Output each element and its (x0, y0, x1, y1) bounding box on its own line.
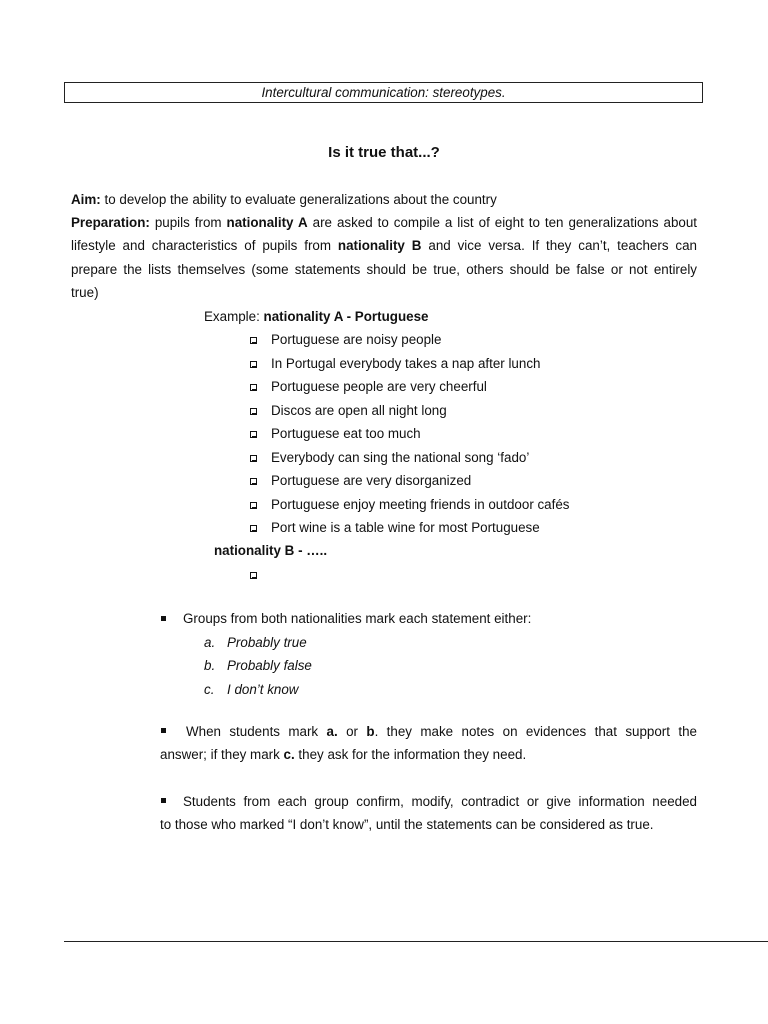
preparation-label: Preparation: (71, 215, 150, 230)
nationality-b-heading: nationality B - ….. (214, 543, 328, 558)
list-item: Portuguese people are very cheerful (271, 379, 487, 394)
option-b-letter: b. (204, 658, 216, 673)
header-title: Intercultural communication: stereotypes. (261, 85, 506, 100)
step-1-text: Groups from both nationalities mark each statement either: (183, 611, 532, 626)
list-item: Portuguese enjoy meeting friends in outdoor cafés (271, 497, 570, 512)
aim-line (71, 191, 497, 209)
list-item: Port wine is a table wine for most Portuguese (271, 520, 540, 535)
list-item: In Portugal everybody takes a nap after lunch (271, 356, 541, 371)
square-bullet-icon (161, 728, 166, 733)
option-c-letter: c. (204, 682, 215, 697)
checkbox-bullet-icon (250, 384, 257, 391)
nationality-a-term: nationality A (226, 215, 308, 230)
square-bullet-icon (161, 616, 166, 621)
aim-label: Aim: (71, 192, 101, 207)
step-2-text: or (337, 724, 367, 739)
option-a-text: Probably true (227, 635, 307, 650)
preparation-text: lifestyle and characteristics of pupils from (71, 238, 338, 253)
list-item: Discos are open all night long (271, 403, 447, 418)
option-b-ref: b (366, 724, 375, 739)
preparation-text: are asked to compile a list of eight to ten generalizations about (307, 215, 698, 230)
checkbox-bullet-icon (250, 337, 257, 344)
example-nationality-a: nationality A - Portuguese (263, 309, 429, 324)
step-2-text: . they make notes on evidences that support the (374, 724, 697, 739)
preparation-line-1 (71, 214, 697, 232)
checkbox-bullet-icon (250, 525, 257, 532)
option-c-text: I don’t know (227, 682, 299, 697)
checkbox-bullet-icon (250, 478, 257, 485)
checkbox-bullet-icon (250, 408, 257, 415)
aim-text: to develop the ability to evaluate generalizations about the country (100, 192, 497, 207)
list-item: Portuguese are noisy people (271, 332, 442, 347)
page-title: Is it true that...? (328, 144, 440, 161)
preparation-line-3: prepare the lists themselves (some statements should be true, others should be false or not entirely (71, 262, 697, 277)
list-item: Portuguese are very disorganized (271, 473, 472, 488)
step-2-text: When students mark (186, 724, 327, 739)
step-2-text: they ask for the information they need. (294, 747, 527, 762)
step-2-line-2 (160, 746, 697, 764)
step-3-line-1: Students from each group confirm, modify, contradict or give information needed (183, 794, 697, 809)
square-bullet-icon (161, 798, 166, 803)
option-c-ref: c. (283, 747, 295, 762)
step-2-text: answer; if they mark (160, 747, 284, 762)
example-heading (204, 308, 428, 326)
preparation-text: and vice versa. If they can’t, teachers can (421, 238, 698, 253)
checkbox-bullet-icon (250, 431, 257, 438)
preparation-text: pupils from (149, 215, 227, 230)
option-a-letter: a. (204, 635, 216, 650)
header-title-box (64, 82, 703, 103)
step-2-line-1 (186, 723, 697, 741)
checkbox-bullet-icon (250, 572, 257, 579)
checkbox-bullet-icon (250, 502, 257, 509)
option-b-text: Probably false (227, 658, 312, 673)
option-a-ref: a. (326, 724, 338, 739)
nationality-b-term: nationality B (337, 238, 422, 253)
list-item: Everybody can sing the national song ‘fado’ (271, 450, 530, 465)
step-3-line-2: to those who marked “I don’t know”, until the statements can be considered as true. (160, 817, 654, 832)
footer-divider (64, 941, 768, 942)
preparation-line-2 (71, 237, 697, 255)
preparation-line-4: true) (71, 285, 99, 300)
example-label: Example: (204, 309, 264, 324)
checkbox-bullet-icon (250, 455, 257, 462)
checkbox-bullet-icon (250, 361, 257, 368)
list-item: Portuguese eat too much (271, 426, 421, 441)
